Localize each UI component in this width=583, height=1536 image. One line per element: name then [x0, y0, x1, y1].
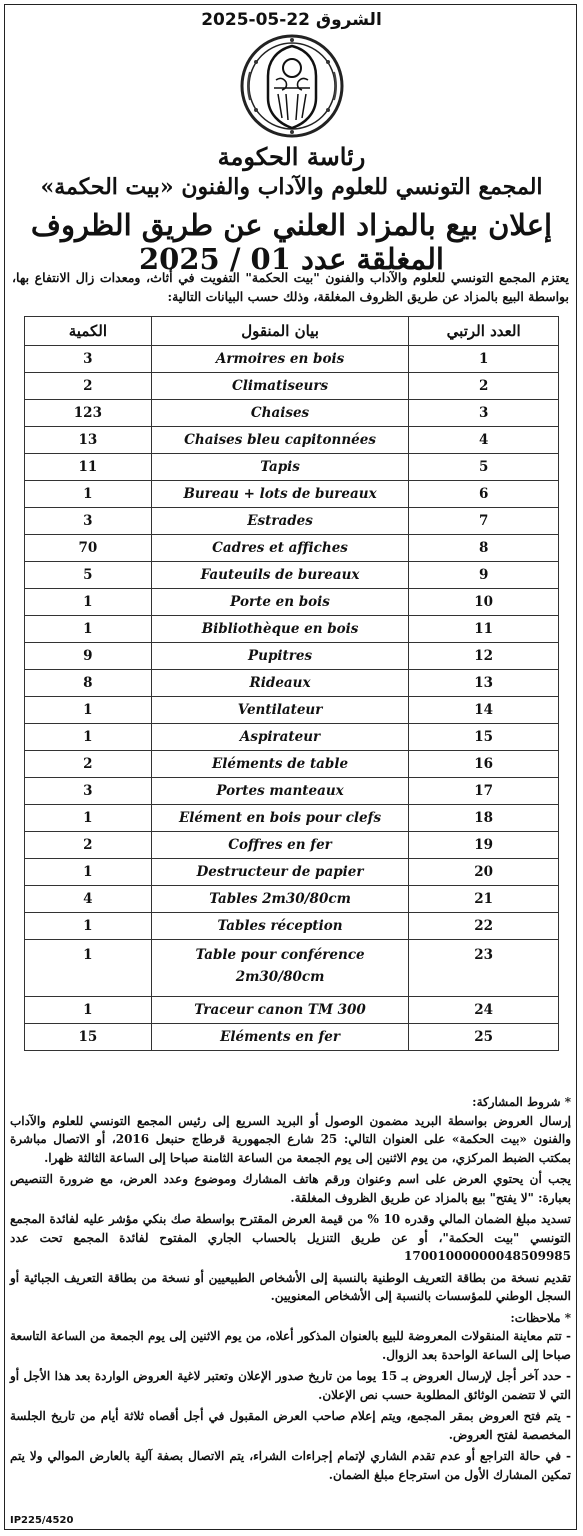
cell-quantity: 3: [25, 778, 152, 805]
cell-quantity: 123: [25, 400, 152, 427]
table-row: [25, 886, 559, 913]
remark-item: - حدد آخر أجل لإرسال العروض بـ 15 يوما من تاريخ صدور الإعلان وتعتبر لاغية العروض الواردة بعد هذا الأجل أو التي لا تتضمن الوثائق المطلوبة حسب نص الإعلان.: [10, 1369, 571, 1402]
table-row: [25, 481, 559, 508]
cell-item-description: Eléments de table: [151, 751, 409, 778]
cell-quantity: 9: [25, 643, 152, 670]
cell-serial-number: 3: [409, 400, 559, 427]
cell-item-description: Fauteuils de bureaux: [151, 562, 409, 589]
cell-item-description: [151, 940, 409, 997]
table-row: [25, 1024, 559, 1051]
cell-quantity: 1: [25, 697, 152, 724]
cell-quantity: 8: [25, 670, 152, 697]
tunisian-emblem-seal: [236, 32, 348, 140]
cell-item-description: Porte en bois: [151, 589, 409, 616]
table-row: [25, 346, 559, 373]
cell-quantity: 1: [25, 805, 152, 832]
cell-item-description: Tables 2m30/80cm: [151, 886, 409, 913]
cell-item-description: Chaises bleu capitonnées: [151, 427, 409, 454]
cell-serial-number: 20: [409, 859, 559, 886]
remark-item: - في حالة التراجع أو عدم تقدم الشاري لإتمام إجراءات الشراء، يتم الاتصال بصفة آلية بالعارض الموالي ولا يتم تمكين المشارك الأول من استرجاع مبلغ الضمان.: [10, 1449, 571, 1482]
table-row: [25, 400, 559, 427]
cell-serial-number: 10: [409, 589, 559, 616]
remark-item: - يتم فتح العروض بمقر المجمع، ويتم إعلام صاحب العرض المقبول في أجل أقصاه ثلاثة أيام من تاريخ الجلسة المخصصة لفتح العروض.: [10, 1409, 571, 1442]
cell-serial-number: 19: [409, 832, 559, 859]
table-row: [25, 859, 559, 886]
cell-quantity: 1: [25, 913, 152, 940]
cell-quantity: 2: [25, 832, 152, 859]
table-row: [25, 373, 559, 400]
table-row: [25, 913, 559, 940]
condition-item: تسديد مبلغ الضمان المالي وقدره 10 % من قيمة العرض المقترح بواسطة صك بنكي مؤشر عليه لفائدة المجمع التونسي "بيت الحكمة"، أو عن طريق التنزيل بالحساب الجاري المفتوح لفائدة المجمع تحت عدد 17001000000048509985: [10, 1212, 571, 1263]
table-row: [25, 670, 559, 697]
table-row: [25, 997, 559, 1024]
cell-quantity: 13: [25, 427, 152, 454]
items-table-body: [25, 346, 559, 1051]
table-row: [25, 805, 559, 832]
cell-quantity: 1: [25, 616, 152, 643]
cell-quantity: 3: [25, 508, 152, 535]
table-row: [25, 562, 559, 589]
cell-serial-number: 24: [409, 997, 559, 1024]
condition-item: إرسال العروض بواسطة البريد مضمون الوصول أو البريد السريع إلى رئيس المجمع التونسي للعلوم والآداب والفنون «بيت الحكمة» على العنوان التالي: 25 شارع الجمهورية قرطاج حنبعل 2016، أو الاتصال مباشرة بمكتب الضبط المركزي، من يوم الاثنين إلى يوم الجمعة من الساعة الثامنة صباحا إلى الساعة الثالثة ظهرا.: [10, 1113, 571, 1165]
announcement-title: إعلان بيع بالمزاد العلني عن طريق الظروف المغلقة عدد 01 / 2025: [30, 208, 553, 276]
table-row: [25, 724, 559, 751]
cell-serial-number: 16: [409, 751, 559, 778]
cell-serial-number: 1: [409, 346, 559, 373]
cell-serial-number: 4: [409, 427, 559, 454]
remarks-title: * ملاحظات:: [510, 1310, 571, 1325]
items-table: [24, 316, 559, 1051]
cell-item-description: Traceur canon TM 300: [151, 997, 409, 1024]
cell-item-description: Destructeur de papier: [151, 859, 409, 886]
header-serial-number: العدد الرتبي: [409, 317, 559, 346]
remark-item: - تتم معاينة المنقولات المعروضة للبيع بالعنوان المذكور أعلاه، من يوم الاثنين إلى يوم الجمعة من الساعة التاسعة صباحا إلى الساعة الواحدة بعد الزوال.: [10, 1329, 571, 1362]
condition-item: يجب أن يحتوي العرض على اسم وعنوان ورقم هاتف المشارك وموضوع وعدد العرض، مع ضرورة التنصيص بعبارة: "لا يفتح" بيع بالمزاد عن طريق الظروف المغلقة.: [10, 1172, 571, 1205]
cell-serial-number: 5: [409, 454, 559, 481]
cell-item-description: Pupitres: [151, 643, 409, 670]
cell-serial-number: 21: [409, 886, 559, 913]
cell-item-description: Elément en bois pour clefs: [151, 805, 409, 832]
cell-serial-number: 11: [409, 616, 559, 643]
cell-serial-number: 25: [409, 1024, 559, 1051]
cell-description-line: Table pour conférence: [195, 947, 365, 963]
header-item-description: بيان المنقول: [151, 317, 409, 346]
cell-item-description: Cadres et affiches: [151, 535, 409, 562]
cell-quantity: 1: [25, 859, 152, 886]
cell-item-description: Ventilateur: [151, 697, 409, 724]
newspaper-date-line: الشروق 22-05-2025: [201, 10, 382, 30]
cell-serial-number: 14: [409, 697, 559, 724]
cell-quantity: 3: [25, 346, 152, 373]
cell-item-description: Tapis: [151, 454, 409, 481]
cell-serial-number: 6: [409, 481, 559, 508]
cell-item-description: Climatiseurs: [151, 373, 409, 400]
cell-quantity: 2: [25, 373, 152, 400]
table-row: [25, 697, 559, 724]
cell-item-description: Bureau + lots de bureaux: [151, 481, 409, 508]
table-row: [25, 832, 559, 859]
cell-quantity: 15: [25, 1024, 152, 1051]
cell-serial-number: 7: [409, 508, 559, 535]
cell-quantity: 1: [25, 481, 152, 508]
condition-item: تقديم نسخة من بطاقة التعريف الوطنية بالنسبة إلى الأشخاص الطبيعيين أو نسخة من بطاقة التعريف الجبائية أو السجل الوطني للمؤسسات بالنسبة إلى الأشخاص المعنويين.: [10, 1270, 571, 1303]
cell-serial-number: 18: [409, 805, 559, 832]
table-row: [25, 589, 559, 616]
cell-item-description: Chaises: [151, 400, 409, 427]
table-row: [25, 940, 559, 997]
cell-item-description: Armoires en bois: [151, 346, 409, 373]
cell-item-description: Bibliothèque en bois: [151, 616, 409, 643]
cell-item-description: Tables réception: [151, 913, 409, 940]
cell-quantity: 5: [25, 562, 152, 589]
table-row: [25, 643, 559, 670]
table-row: [25, 508, 559, 535]
cell-quantity: 4: [25, 886, 152, 913]
cell-quantity: 2: [25, 751, 152, 778]
cell-serial-number: 13: [409, 670, 559, 697]
cell-quantity: 11: [25, 454, 152, 481]
conditions-title: * شروط المشاركة:: [472, 1095, 571, 1109]
cell-item-description: Eléments en fer: [151, 1024, 409, 1051]
cell-quantity: 1: [25, 724, 152, 751]
table-row: [25, 616, 559, 643]
cell-item-description: Coffres en fer: [151, 832, 409, 859]
cell-quantity: 1: [25, 940, 152, 997]
cell-item-description: Portes manteaux: [151, 778, 409, 805]
conditions-and-remarks: [10, 1093, 571, 1487]
cell-quantity: 1: [25, 589, 152, 616]
cell-serial-number: 2: [409, 373, 559, 400]
reference-code: IP225/4520: [10, 1515, 74, 1526]
cell-serial-number: 22: [409, 913, 559, 940]
cell-serial-number: 17: [409, 778, 559, 805]
header-quantity: الكمية: [25, 317, 152, 346]
cell-serial-number: 12: [409, 643, 559, 670]
cell-quantity: 1: [25, 997, 152, 1024]
cell-description-line: 2m30/80cm: [235, 969, 325, 985]
table-row: [25, 535, 559, 562]
issuer-title: رئاسة الحكومة: [217, 142, 366, 171]
intro-paragraph: يعتزم المجمع التونسي للعلوم والآداب والفنون "بيت الحكمة" التفويت في أثاث، ومعدات زال الانتفاع بها، بواسطة البيع بالمزاد عن طريق الظروف المغلقة، وذلك حسب البيانات التالية:: [12, 270, 569, 304]
table-row: [25, 778, 559, 805]
table-row: [25, 454, 559, 481]
cell-item-description: Rideaux: [151, 670, 409, 697]
cell-item-description: Aspirateur: [151, 724, 409, 751]
cell-serial-number: 23: [409, 940, 559, 997]
institution-title: المجمع التونسي للعلوم والآداب والفنون «بيت الحكمة»: [40, 174, 543, 200]
cell-serial-number: 9: [409, 562, 559, 589]
table-row: [25, 427, 559, 454]
cell-item-description: Estrades: [151, 508, 409, 535]
cell-serial-number: 15: [409, 724, 559, 751]
cell-quantity: 70: [25, 535, 152, 562]
cell-serial-number: 8: [409, 535, 559, 562]
table-header-row: [25, 317, 559, 346]
table-row: [25, 751, 559, 778]
